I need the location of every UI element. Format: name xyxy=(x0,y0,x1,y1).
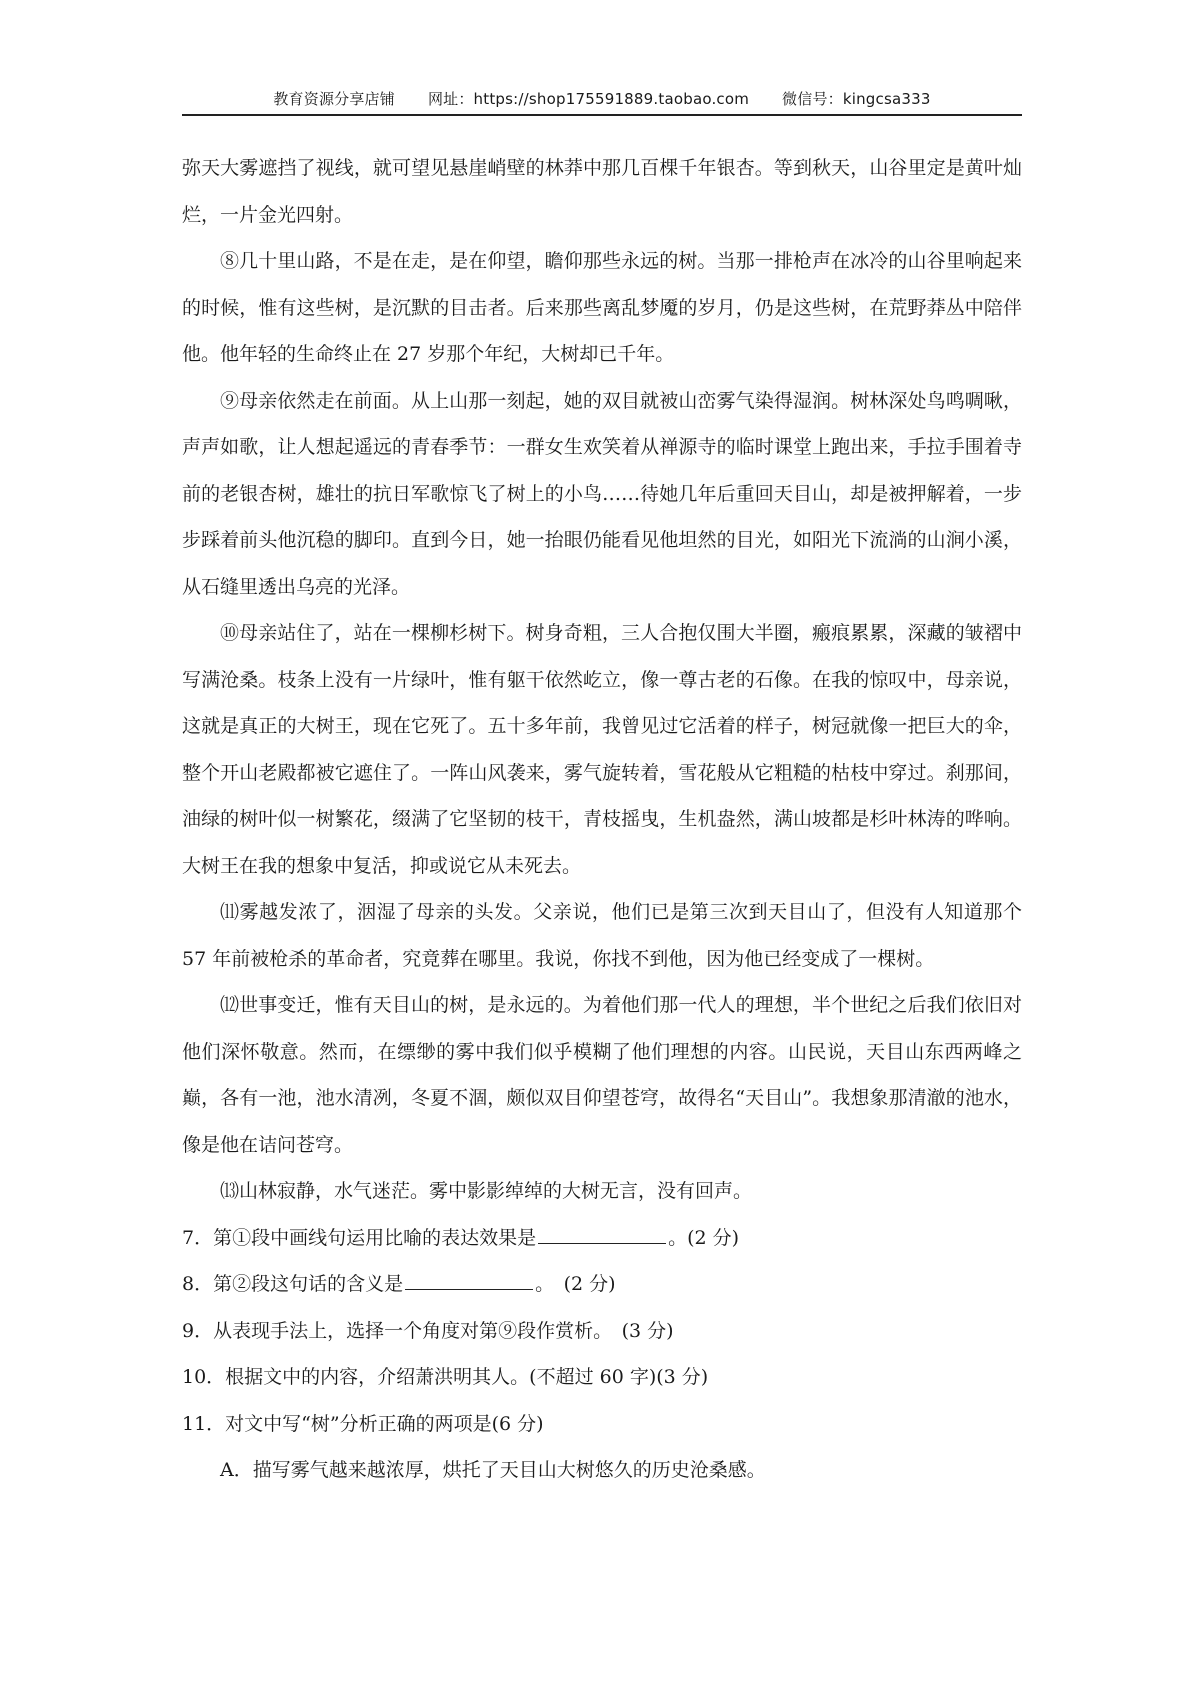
header-url: 网址：https://shop175591889.taobao.com xyxy=(427,90,750,108)
question-8-score: 。 (2 分) xyxy=(535,1273,616,1295)
question-7-score: 。(2 分) xyxy=(668,1226,740,1249)
question-8 xyxy=(182,1261,1022,1308)
paragraph-8: ⑧几十里山路，不是在走，是在仰望，瞻仰那些永远的树。当那一排枪声在冰冷的山谷里响起来的时候，惟有这些树，是沉默的目击者。后来那些离乱梦魇的岁月，仍是这些树，在荒野莽丛中陪伴他。他年轻的生命终止在 27 岁那个年纪，大树却已千年。 xyxy=(182,250,1022,365)
paragraph-13: ⒀山林寂静，水气迷茫。雾中影影绰绰的大树无言，没有回声。 xyxy=(220,1180,753,1202)
question-11-option-a: A．描写雾气越来越浓厚，烘托了天目山大树悠久的历史沧桑感。 xyxy=(220,1459,766,1481)
header-shop: 教育资源分享店铺 xyxy=(273,90,395,108)
paragraph-12: ⑿世事变迁，惟有天目山的树，是永远的。为着他们那一代人的理想，半个世纪之后我们依旧对他们深怀敬意。然而，在缥缈的雾中我们似乎模糊了他们理想的内容。山民说，天目山东西两峰之巅，各有一池，池水清冽，冬夏不涸，颇似双目仰望苍穹，故得名“天目山”。我想象那清澈的池水，像是他在诘问苍穹。 xyxy=(182,994,1022,1156)
question-9: 9．从表现手法上，选择一个角度对第⑨段作赏析。 (3 分) xyxy=(182,1319,674,1342)
paragraph-continued: 弥天大雾遮挡了视线，就可望见悬崖峭壁的林莽中那几百棵千年银杏。等到秋天，山谷里定是黄叶灿烂，一片金光四射。 xyxy=(182,157,1022,226)
paragraph-10: ⑩母亲站住了，站在一棵柳杉树下。树身奇粗，三人合抱仅围大半圈，瘢痕累累，深藏的皱褶中写满沧桑。枝条上没有一片绿叶，惟有躯干依然屹立，像一尊古老的石像。在我的惊叹中，母亲说，这就是真正的大树王，现在它死了。五十多年前，我曾见过它活着的样子，树冠就像一把巨大的伞，整个开山老殿都被它遮住了。一阵山风袭来，雾气旋转着，雪花般从它粗糙的枯枝中穿过。刹那间，油绿的树叶似一树繁花，缀满了它坚韧的枝干，青枝摇曳，生机盎然，满山坡都是杉叶林涛的哗响。大树王在我的想象中复活，抑或说它从未死去。 xyxy=(182,622,1022,877)
page-header xyxy=(182,84,1022,116)
question-7 xyxy=(182,1215,1022,1262)
question-8-text: 8．第②段这句话的含义是 xyxy=(182,1273,404,1295)
answer-blank xyxy=(538,1221,666,1244)
question-7-text: 7．第①段中画线句运用比喻的表达效果是 xyxy=(182,1226,537,1249)
question-10: 10．根据文中的内容，介绍萧洪明其人。(不超过 60 字)(3 分) xyxy=(182,1366,709,1388)
paragraph-9: ⑨母亲依然走在前面。从上山那一刻起，她的双目就被山峦雾气染得湿润。树林深处鸟鸣啁啾，声声如歌，让人想起遥远的青春季节：一群女生欢笑着从禅源寺的临时课堂上跑出来，手拉手围着寺前的老银杏树，雄壮的抗日军歌惊飞了树上的小鸟……待她几年后重回天目山，却是被押解着，一步步踩着前头他沉稳的脚印。直到今日，她一抬眼仍能看见他坦然的目光，如阳光下流淌的山涧小溪，从石缝里透出乌亮的光泽。 xyxy=(182,389,1022,598)
question-11: 11．对文中写“树”分析正确的两项是(6 分) xyxy=(182,1412,544,1435)
paragraph-11: ⑾雾越发浓了，洇湿了母亲的头发。父亲说，他们已是第三次到天目山了，但没有人知道那个 57 年前被枪杀的革命者，究竟葬在哪里。我说，你找不到他，因为他已经变成了一棵树。 xyxy=(182,901,1022,970)
answer-blank xyxy=(405,1267,533,1290)
document-body xyxy=(182,145,1022,1494)
header-wechat: 微信号：kingcsa333 xyxy=(782,90,931,108)
